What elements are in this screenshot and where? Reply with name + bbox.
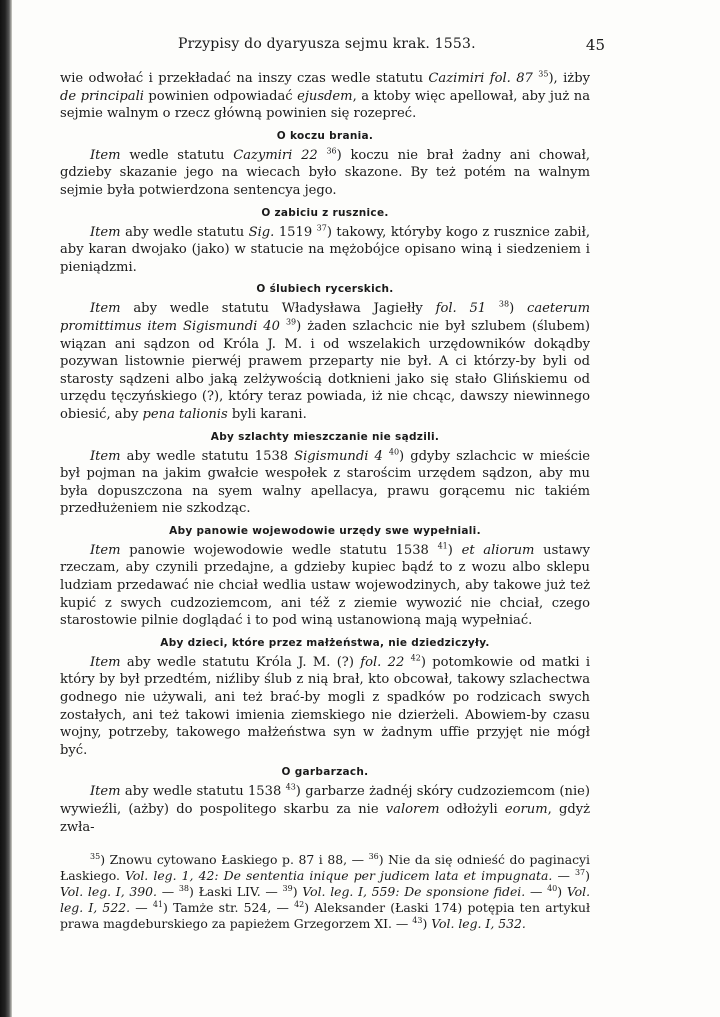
footnote-number: 43 — [412, 915, 423, 925]
paragraph: Item aby wedle statutu 1538 $^{43}$) garbarze żadnéj skóry cudzoziemcom (nie) wywieźli, (ażby) do pospolitego skarbu za nie valorem odłożyli eorum, gdyż zwła- — [60, 783, 591, 835]
footnote-ref: 38 — [498, 299, 510, 309]
paragraph: Item aby wedle statutu Króla J. M. (?) fol. 22 $^{42}$) potomkowie od matki i który by był przedtém, niźliby ślub z nią brał, kto obcował, takowy szlachectwa godnego nie używali, ani też brać-by mogli z spadków po rodzicach swych zostałych, ani też takowi imienia ziemskiego nie dzierżeli. Abowiem-by czasu wojny, potrzeby, takowego małżeństwa syn w żadnym uffie przyjęt nie mógł być. — [60, 653, 591, 758]
paragraph: Item aby wedle statutu Władysława Jagiełły fol. 51 $^{38}$) caeterum promittimus item Sigismundi 40 $^{39}$) żaden szlachcic nie był szlubem (ślubem) wiązan ani sądzon od Króla J. M. i od wszelakich urzędowników dokądby pozywan listownie pierwéj prawem przeparty nie był. A ci którzy-by byli od starosty sądzeni albo jaką zelżywością dotknieni jako się stało Glińskiemu od urzędu tęczyńskiego (?), który teraz powiada, iż nie chcąc, dawszy niewinnego obiesić, aby pena talionis byli karani. — [60, 299, 590, 422]
footnote-number: 35 — [90, 851, 101, 861]
footnote-number: 41 — [152, 899, 164, 909]
footnote-block: $^{35}$) Znowu cytowano Łaskiego p. 87 i 88, — $^{36}$) Nie da się odnieść do paginacyi Łaskiego. Vol. leg. 1, 42: De sententia inique per judicem lata et impugnata. — $^{37}$) Vol. leg. I, 390. — $^{38}$) Łaski LIV. — $^{39}$) Vol. leg. I, 559: De sponsione fidei. — $^{40}$) Vol. leg. I, 522. — $^{41}$) Tamże str. 524, — $^{42}$) Aleksander (Łaski 174) potępia ten artykuł prawa magdeburskiego za papieżem Grzegorzem XI. — $^{43}$) Vol. leg. I, 532. — [60, 851, 591, 931]
section-heading: Aby panowie wojewodowie urzędy swe wypełniali. — [169, 524, 481, 537]
footnote-ref: 41 — [437, 541, 448, 551]
main-text — [60, 70, 590, 836]
footnote-ref: 39 — [285, 317, 297, 327]
section-heading: O garbarzach. — [281, 766, 369, 779]
footnote-ref: 35 — [538, 69, 549, 79]
footnote-ref: 40 — [388, 447, 400, 457]
paragraph: Item aby wedle statutu Sig. 1519 $^{37}$) takowy, któryby kogo z rusznice zabił, aby karan dwojako (jako) w statucie na mężobójce opisano winą i siedzeniem i pieniądzmi. — [60, 223, 590, 275]
footnote-number: 37 — [574, 867, 586, 877]
footnote-number: 40 — [547, 883, 558, 893]
footnote-number: 42 — [294, 899, 305, 909]
section-heading: O zabiciu z rusznice. — [261, 206, 389, 219]
page-number: 45 — [585, 36, 605, 54]
paragraph: Item aby wedle statutu 1538 Sigismundi 4 $^{40}$) gdyby szlachcic w mieście był pojman na jakim gwałcie wespołek z starościm urzędem sądzon, aby mu była dopuszczona na syem walny apellacya, prawu gorącemu nic takiém przedłużeniem nie szkodząc. — [60, 447, 591, 517]
section-heading: O koczu brania. — [276, 129, 374, 142]
footnote-ref: 37 — [316, 223, 327, 233]
paragraph: wie odwołać i przekładać na inszy czas wedle statutu Cazimiri fol. 87 $^{35}$), iżby de principali powinien odpowiadać ejusdem, a ktoby więc apellował, aby już na sejmie walnym o rzecz główną powinien się rozepreć. — [60, 69, 591, 122]
section-heading: O ślubiech rycerskich. — [256, 283, 394, 296]
running-header — [60, 36, 605, 58]
footnote-ref: 43 — [285, 783, 296, 793]
paragraph: Item wedle statutu Cazymiri 22 $^{36}$) koczu nie brał żadny ani chował, gdzieby skazanie jego na wiecach było skazone. By też potém na walnym sejmie była potwierdzona sentencya jego. — [60, 146, 590, 198]
book-binding-edge — [0, 0, 12, 1017]
footnote-ref: 36 — [326, 146, 337, 156]
running-title: Przypisy do dyaryusza sejmu krak. 1553. — [178, 36, 476, 52]
footnotes — [60, 852, 590, 932]
footnote-number: 39 — [282, 883, 293, 893]
footnote-ref: 42 — [410, 653, 421, 663]
footnote-number: 36 — [368, 851, 379, 861]
footnote-number: 38 — [178, 883, 190, 893]
section-heading: Aby dzieci, które przez małżeństwa, nie dziedziczyły. — [160, 636, 490, 649]
section-heading: Aby szlachty mieszczanie nie sądzili. — [210, 430, 440, 443]
paragraph: Item panowie wojewodowie wedle statutu 1538 $^{41}$) et aliorum ustawy rzeczam, aby czynili przedajne, a gdzieby kupiec bądź to z wozu albo sklepu ludziam przedawać nie chciał wedlia ustaw wojewodzinych, aby takowe już też kupić z swych cudzoziemcom, ani též z ziemie wywozić nie chciał, czego starostowie pilnie doglądać i to pod winą ustanowioną mają wypełniać. — [60, 541, 591, 629]
